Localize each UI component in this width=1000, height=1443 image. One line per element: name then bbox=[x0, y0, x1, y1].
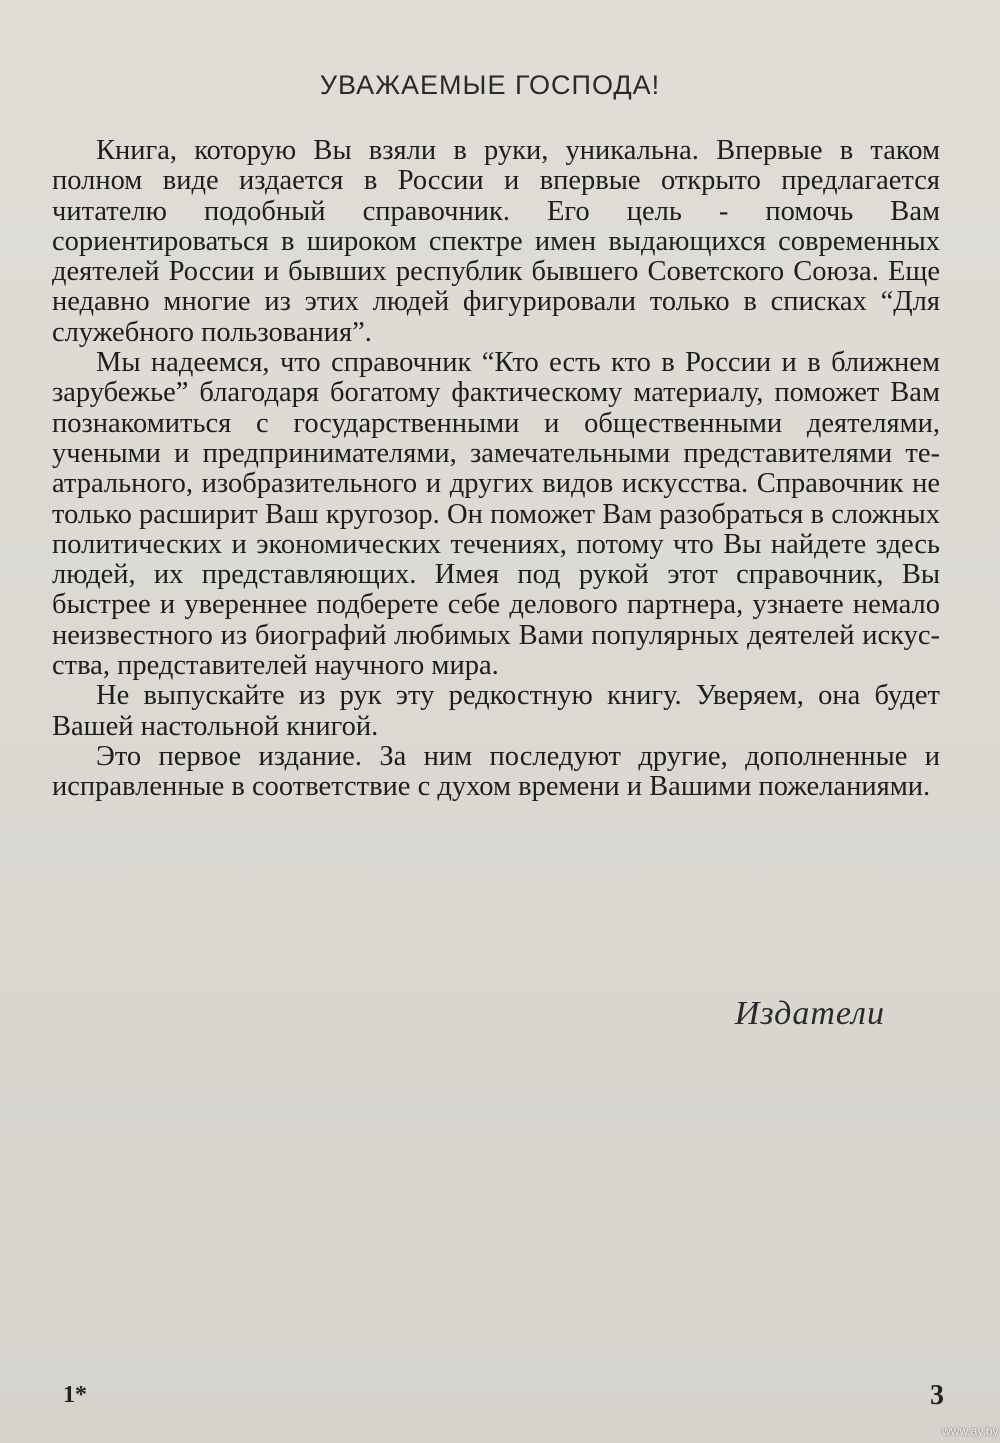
paragraph-1: Книга, которую Вы взяли в руки, уникальна. Впервые в таком полном виде издается в России и впервые открыто предлагается читателю подобный справочник. Его цель - помочь Вам сориентироваться в широком спектре имен выдающихся современных деятелей России и бывших республик бывшего Советского Союза. Еще недавно многие из этих людей фигурировали только в списках “Для служебного пользования”. bbox=[52, 135, 940, 348]
watermark: www.ay.by bbox=[942, 1424, 999, 1438]
paragraph-4: Это первое издание. За ним последуют другие, дополненные и исправленные в соответствие с духом времени и Вашими пожеланиями. bbox=[52, 740, 940, 803]
paragraph-3: Не выпускайте из рук эту редкостную книгу. Уверяем, она будет Вашей настольной книгой. bbox=[52, 680, 940, 742]
body-text bbox=[52, 136, 940, 803]
paragraph-2: Мы надеемся, что справочник “Кто есть кто в России и в ближнем зарубежье” благодаря богатому фактическому материалу, поможет Вам познакомиться с государственными и общественными деятелями, учеными и предпринимателями, замечательными представителями театрального, изобразительного и других видов искусства. Справочник не только расширит Ваш кругозор. Он поможет Вам разобраться в сложных политических и экономических течениях, потому что Вы найдете здесь людей, их представляющих. Имея под рукой этот справочник, Вы быстрее и увереннее подберете себе делового партнера, узнаете немало неизвестного из биографий любимых Вами популярных деятелей искусства, представителей научного мира. bbox=[52, 347, 940, 682]
page-number: 3 bbox=[930, 1380, 944, 1411]
signature: Издатели bbox=[734, 995, 885, 1032]
sheet-mark: 1* bbox=[63, 1382, 87, 1408]
page-heading: УВАЖАЕМЫЕ ГОСПОДА! bbox=[319, 70, 661, 100]
